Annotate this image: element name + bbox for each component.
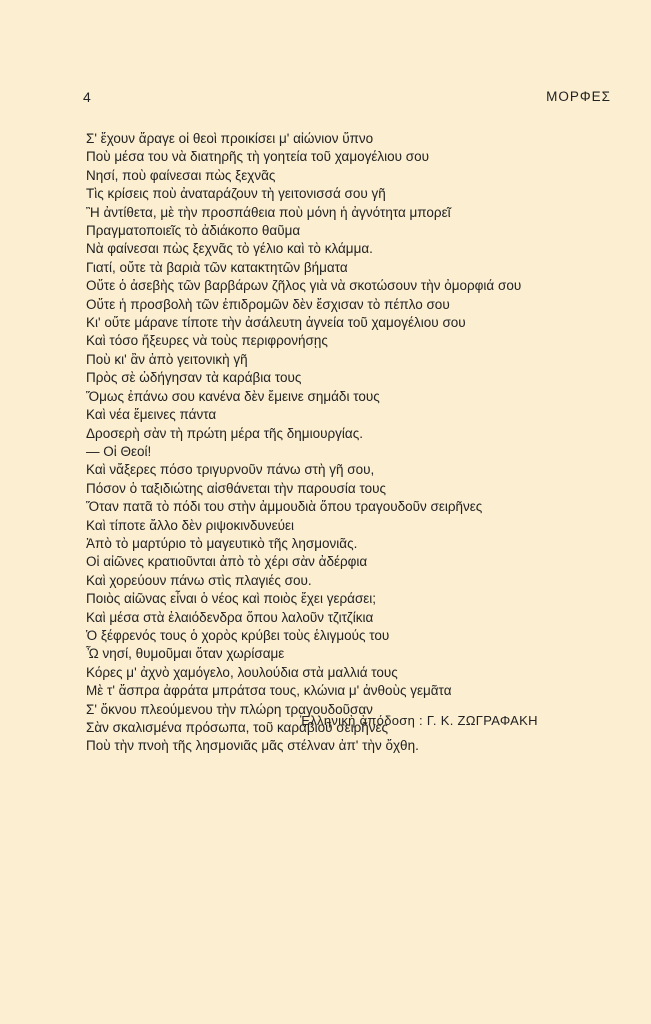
poem-line: Τὶς κρίσεις ποὺ ἀναταράζουν τὴ γειτονισσά σου γῆ: [86, 186, 386, 202]
poem-line: Πρὸς σὲ ὠδήγησαν τὰ καράβια τους: [86, 370, 302, 386]
poem-line: Δροσερὴ σὰν τὴ πρώτη μέρα τῆς δημιουργίας.: [86, 425, 363, 441]
page-number: 4: [83, 89, 91, 105]
poem-line: Ποὺ κι' ἂν ἀπὸ γειτονικὴ γῆ: [86, 351, 248, 367]
poem-line: Μὲ τ' ἄσπρα ἀφράτα μπράτσα τους, κλώνια μ' ἀνθοὺς γεμᾶτα: [86, 683, 452, 699]
poem-line: Οὔτε ὁ ἀσεβὴς τῶν βαρβάρων ζῆλος γιὰ νὰ σκοτώσουν τὴν ὀμορφιά σου: [86, 278, 522, 294]
poem-line: — Οἱ Θεοί!: [86, 443, 152, 459]
poem-line: Καὶ νἄξερες πόσο τριγυρνοῦν πάνω στὴ γῆ σου,: [86, 462, 375, 478]
poem-line: Καὶ νέα ἔμεινες πάντα: [86, 407, 217, 423]
poem-line: Καὶ τίποτε ἄλλο δὲν ριψοκινδυνεύει: [86, 517, 295, 533]
poem-line: Καὶ τόσο ἤξευρες νὰ τοὺς περιφρονήσῃς: [86, 333, 328, 349]
poem-line: Νὰ φαίνεσαι πὼς ξεχνᾶς τὸ γέλιο καὶ τὸ κλάμμα.: [86, 241, 373, 257]
poem-body: [86, 130, 626, 756]
poem-line: Κι' οὔτε μάρανε τίποτε τὴν ἀσάλευτη ἀγνεία τοῦ χαμογέλιου σου: [86, 315, 466, 331]
poem-line: Σ' ὄκνου πλεούμενου τὴν πλώρη τραγουδοῦσαν: [86, 701, 373, 717]
poem-line: Ποιὸς αἰῶνας εἶναι ὁ νέος καὶ ποιὸς ἔχει γεράσει;: [86, 591, 377, 607]
poem-line: Πραγματοποιεῖς τὸ ἀδιάκοπο θαῦμα: [86, 223, 301, 239]
poem-line: Σ' ἔχουν ἄραγε οἱ θεοὶ προικίσει μ' αἰώνιον ὕπνο: [86, 131, 374, 146]
poem-line: Πόσον ὁ ταξιδιώτης αἰσθάνεται τὴν παρουσία τους: [86, 480, 386, 496]
poem-line: Νησί, ποὺ φαίνεσαι πὼς ξεχνᾶς: [86, 167, 276, 183]
poem-line: Ἢ ἀντίθετα, μὲ τὴν προσπάθεια ποὺ μόνη ἡ ἀγνότητα μπορεῖ: [86, 204, 451, 220]
poem-line: Ὦ νησί, θυμοῦμαι ὅταν χωρίσαμε: [86, 646, 285, 662]
poem-line: Ὅμως ἐπάνω σου κανένα δὲν ἔμεινε σημάδι τους: [86, 388, 380, 404]
poem-line: Ποὺ μέσα του νὰ διατηρῆς τὴ γοητεία τοῦ χαμογέλιου σου: [86, 149, 430, 165]
running-head: ΜΟΡΦΕΣ: [546, 89, 611, 104]
poem-line: Σὰν σκαλισμένα πρόσωπα, τοῦ καραβιοῦ σειρῆνες: [86, 720, 389, 735]
poem-line: Ποὺ τὴν πνοὴ τῆς λησμονιᾶς μᾶς στέλναν ἀπ' τὴν ὄχθη.: [86, 738, 419, 754]
poem-line: Γιατί, οὔτε τὰ βαριὰ τῶν κατακτητῶν βήματα: [86, 259, 348, 275]
poem-line: Καὶ μέσα στὰ ἐλαιόδενδρα ὅπου λαλοῦν τζιτζίκια: [86, 609, 374, 625]
poem-line: Οἱ αἰῶνες κρατιοῦνται ἀπὸ τὸ χέρι σὰν ἀδέρφια: [86, 554, 368, 570]
poem-line: Οὔτε ἡ προσβολὴ τῶν ἐπιδρομῶν δὲν ἔσχισαν τὸ πέπλο σου: [86, 296, 450, 312]
translation-credit: Ἑλληνικὴ ἀπόδοση : Γ. Κ. ΖΩΓΡΑΦΑΚΗ: [300, 713, 538, 728]
poem-line: Ἀπὸ τὸ μαρτύριο τὸ μαγευτικὸ τῆς λησμονιᾶς.: [86, 535, 358, 551]
poem-line: Ὅταν πατᾶ τὸ πόδι του στὴν ἀμμουδιὰ ὅπου τραγουδοῦν σειρῆνες: [86, 499, 483, 515]
poem-line: Κόρες μ' ἀχνὸ χαμόγελο, λουλούδια στὰ μαλλιά τους: [86, 664, 398, 680]
poem-line: Καὶ χορεύουν πάνω στὶς πλαγιές σου.: [86, 572, 312, 588]
poem-line: Ὁ ξέφρενός τους ὁ χορὸς κρύβει τοὺς ἑλιγμούς του: [86, 627, 390, 643]
